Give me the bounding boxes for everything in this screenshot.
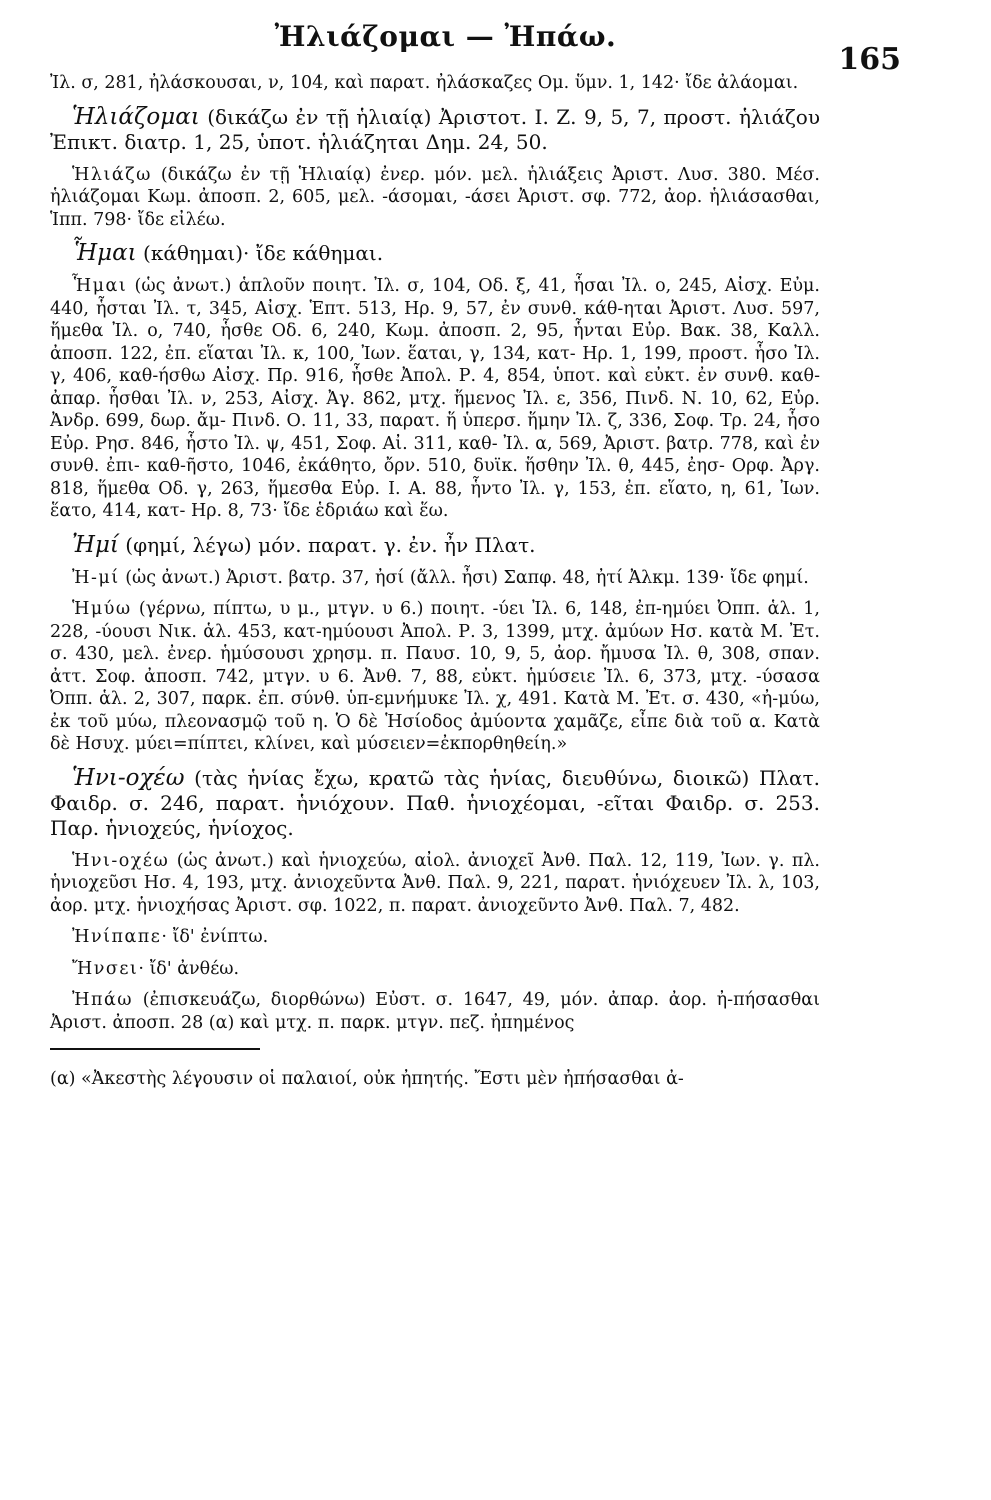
- entry-minor: [50, 850, 820, 918]
- entry-lemma: Ἡμύω: [72, 599, 132, 619]
- entry-minor: [50, 164, 820, 232]
- running-head: [50, 20, 901, 77]
- entry-text: (δικάζω ἐν τῇ ἡλιαίᾳ) Ἀριστοτ. Ι. Ζ. 9, 5, 7, προστ. ἡλιάζου Ἐπικτ. διατρ. 1, 25, ὑποτ. ἡλιάζηται Δημ. 24, 50.: [50, 104, 820, 154]
- entry-text: (γέρνω, πίπτω, υ μ., μτγν. υ 6.) ποιητ. -ύει Ἰλ. 6, 148, ἐπ-ημύει Ὀππ. ἁλ. 1, 228, -ύουσι Νικ. ἁλ. 453, κατ-ημύουσι Ἀπολ. Ρ. 3, 1399, μτχ. ἀμύων Ησ. κατὰ Μ. Ἐτ. σ. 430, μελ. ἐνερ. ἡμύσουσι χρησμ. π. Παυσ. 10, 9, 5, ἀορ. ἤμυσα Ἰλ. θ, 308, σπαν. ἀττ. Σοφ. ἀποσπ. 742, μτγν. υ 6. Ἀνθ. 7, 88, εὐκτ. ἡμύσειε Ἰλ. 6, 373, μτχ. -ύσασα Ὀππ. ἁλ. 2, 307, παρκ. ἐπ. σύνθ. ὑπ-εμνήμυκε Ἰλ. χ, 491. Κατὰ Μ. Ἐτ. σ. 430, «ἠ-μύω, ἐκ τοῦ μύω, πλεονασμῷ τοῦ η. Ὁ δὲ Ἡσίοδος ἀμύοντα χαμᾶζε, εἶπε διὰ τοῦ α. Κατὰ δὲ Ησυχ. μύει=πίπτει, κλίνει, καὶ μύσειεν=ἐκπορθηθείη.»: [50, 599, 820, 754]
- entry-text: · ἴδ' ἀνθέω.: [138, 958, 240, 979]
- entry-major: [50, 766, 820, 841]
- entry-minor: [50, 598, 820, 756]
- entry-lemma: Ἡνι-οχέω: [72, 850, 170, 871]
- entry-lemma: Ἧμαι: [72, 276, 128, 296]
- entry-lemma: Ἠνίπαπε: [72, 927, 162, 947]
- entry-text: (τὰς ἡνίας ἔχω, κρατῶ τὰς ἡνίας, διευθύνω, διοικῶ) Πλατ. Φαιδρ. σ. 246, παρατ. ἡνιόχουν. Παθ. ἡνιοχέομαι, -εῖται Φαιδρ. σ. 253. Παρ. ἡνιοχεύς, ἡνίοχος.: [50, 765, 820, 840]
- entry-minor: [50, 926, 820, 949]
- entry-lemma: Ἡνι-οχέω: [72, 764, 185, 791]
- entry-list: [50, 72, 820, 1090]
- entry-text: (ὡς ἀνωτ.) Ἀριστ. βατρ. 37, ἠσί (ἄλλ. ἦσι) Σαπφ. 48, ἠτί Ἀλκμ. 139· ἴδε φημί.: [119, 567, 809, 588]
- entry-text: (φημί, λέγω) μόν. παρατ. γ. ἐν. ἦν Πλατ.: [118, 532, 536, 557]
- entry-lemma: Ἧμαι: [72, 240, 137, 266]
- entry-lemma: Ἠπάω: [72, 990, 134, 1010]
- entry-minor: [50, 958, 820, 981]
- entry-lemma: Ἤνσει: [72, 958, 139, 979]
- entry-text: (ἐπισκευάζω, διορθώνω) Εὐστ. σ. 1647, 49, μόν. ἀπαρ. ἀορ. ἠ-πήσασθαι Ἀριστ. ἀποσπ. 28 (α) καὶ μτχ. π. παρκ. μτγν. πεζ. ἠπημένος: [50, 990, 820, 1033]
- footnote: (α) «Ἀκεστὴς λέγουσιν οἱ παλαιοί, οὐκ ἠπητής. Ἔστι μὲν ἠπήσασθαι ἀ-: [50, 1068, 684, 1089]
- footnote-divider: [50, 1048, 260, 1050]
- entry-minor: [50, 567, 820, 590]
- entry-text: (κάθημαι)· ἴδε κάθημαι.: [136, 241, 384, 265]
- entry-lemma: Ἠ-μί: [72, 567, 120, 588]
- running-title: Ἠλιάζομαι — Ἠπάω.: [274, 20, 617, 53]
- entry-major: [50, 533, 820, 558]
- entry-continuation: [50, 72, 820, 95]
- entry-lemma: Ἡλιάζομαι: [72, 103, 200, 130]
- entry-text: (δικάζω ἐν τῇ Ἡλιαίᾳ) ἐνερ. μόν. μελ. ἡλιάξεις Ἀριστ. Λυσ. 380. Μέσ. ἡλιάζομαι Κωμ. ἀποσπ. 2, 605, μελ. -άσομαι, -άσει Ἀριστ. σφ. 772, ἀορ. ἡλιάσασθαι, Ἱππ. 798· ἴδε εἰλέω.: [50, 164, 820, 230]
- entry-text: (ὡς ἀνωτ.) καὶ ἡνιοχεύω, αἰολ. ἀνιοχεῖ Ἀνθ. Παλ. 12, 119, Ἰων. γ. πλ. ἡνιοχεῦσι Ησ. 4, 193, μτχ. ἀνιοχεῦντα Ἀνθ. Παλ. 9, 221, παρατ. ἡνιόχευεν Ἰλ. λ, 103, ἀορ. μτχ. ἡνιοχήσας Ἀριστ. σφ. 1022, π. παρατ. ἀνιοχεῦντο Ἀνθ. Παλ. 7, 482.: [50, 850, 820, 916]
- entry-text: (ὡς ἀνωτ.) ἁπλοῦν ποιητ. Ἰλ. σ, 104, Οδ. ξ, 41, ἧσαι Ἰλ. ο, 245, Αἰσχ. Εὐμ. 440, ἧσται Ἰλ. τ, 345, Αἰσχ. Ἑπτ. 513, Ηρ. 9, 57, ἐν συνθ. κάθ-ηται Ἀριστ. Λυσ. 597, ἥμεθα Ἰλ. ο, 740, ἧσθε Οδ. 6, 240, Κωμ. ἀποσπ. 2, 95, ἧνται Εὐρ. Βακ. 38, Καλλ. ἀποσπ. 122, ἐπ. εἵαται Ἰλ. κ, 100, Ἰων. ἕαται, γ, 134, κατ- Ηρ. 1, 199, προστ. ἧσο Ἰλ. γ, 406, καθ-ήσθω Αἰσχ. Πρ. 916, ἧσθε Ἀπολ. Ρ. 4, 854, ὑποτ. καὶ εὐκτ. ἐν συνθ. καθ- ἀπαρ. ἧσθαι Ἰλ. ν, 253, Αἰσχ. Ἀγ. 862, μτχ. ἥμενος Ἰλ. ε, 356, Πινδ. Ν. 10, 62, Εὐρ. Ἀνδρ. 699, δωρ. ἄμ- Πινδ. Ο. 11, 33, παρατ. ἥ ὑπερσ. ἥμην Ἰλ. ζ, 336, Σοφ. Τρ. 24, ἧσο Εὐρ. Ρησ. 846, ἧστο Ἰλ. ψ, 451, Σοφ. Αἰ. 311, καθ- Ἰλ. α, 569, Ἀριστ. βατρ. 778, καὶ ἐν συνθ. ἐπι- καθ-ῆστο, 1046, ἐκάθητο, ὄρν. 510, δυϊκ. ἥσθην Ἰλ. θ, 445, ἐησ- Ορφ. Ἀργ. 818, ἥμεθα Οδ. γ, 263, ἥμεσθα Εὐρ. Ι. Α. 88, ἧντο Ἰλ. γ, 153, ἐπ. εἵατο, η, 61, Ἰων. ἕατο, 414, κατ- Ηρ. 8, 73· ἴδε ἑδριάω καὶ ἕω.: [50, 276, 820, 521]
- entry-minor: [50, 275, 820, 523]
- page-number: 165: [838, 42, 901, 77]
- entry-lemma: Ἡλιάζω: [72, 164, 152, 185]
- entry-text: · ἴδ' ἐνίπτω.: [161, 927, 269, 947]
- entry-lemma: Ἠμί: [72, 531, 119, 558]
- entry-major: [50, 241, 820, 266]
- entry-minor: [50, 989, 820, 1034]
- entry-text: Ἰλ. σ, 281, ἠλάσκουσαι, ν, 104, καὶ παρατ. ἠλάσκαζες Ομ. ὕμν. 1, 142· ἴδε ἀλάομαι.: [50, 73, 799, 93]
- entry-major: [50, 105, 820, 155]
